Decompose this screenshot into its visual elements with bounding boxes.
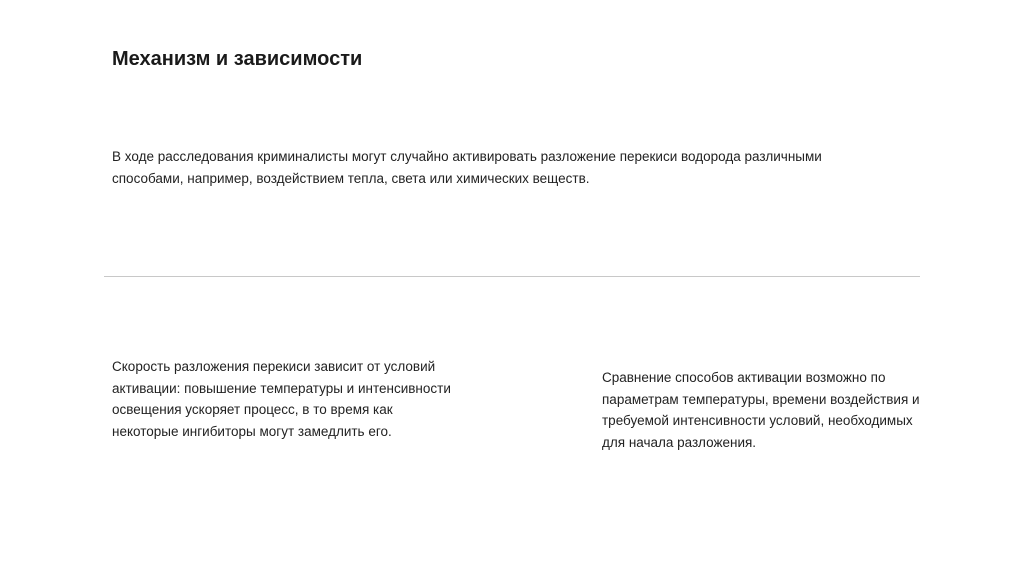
intro-paragraph: В ходе расследования криминалисты могут случайно активировать разложение перекиси водорода различными способами, например, воздействием тепла, света или химических веществ.: [112, 149, 822, 186]
horizontal-divider: [104, 276, 920, 277]
left-column-text: Скорость разложения перекиси зависит от условий активации: повышение температуры и интенсивности освещения ускоряет процесс, в то время как некоторые ингибиторы могут замедлить его.: [112, 359, 451, 439]
slide-title: Механизм и зависимости: [112, 48, 363, 70]
right-column-text: Сравнение способов активации возможно по параметрам температуры, времени воздействия и требуемой интенсивности условий, необходимых для начала разложения.: [602, 370, 920, 450]
